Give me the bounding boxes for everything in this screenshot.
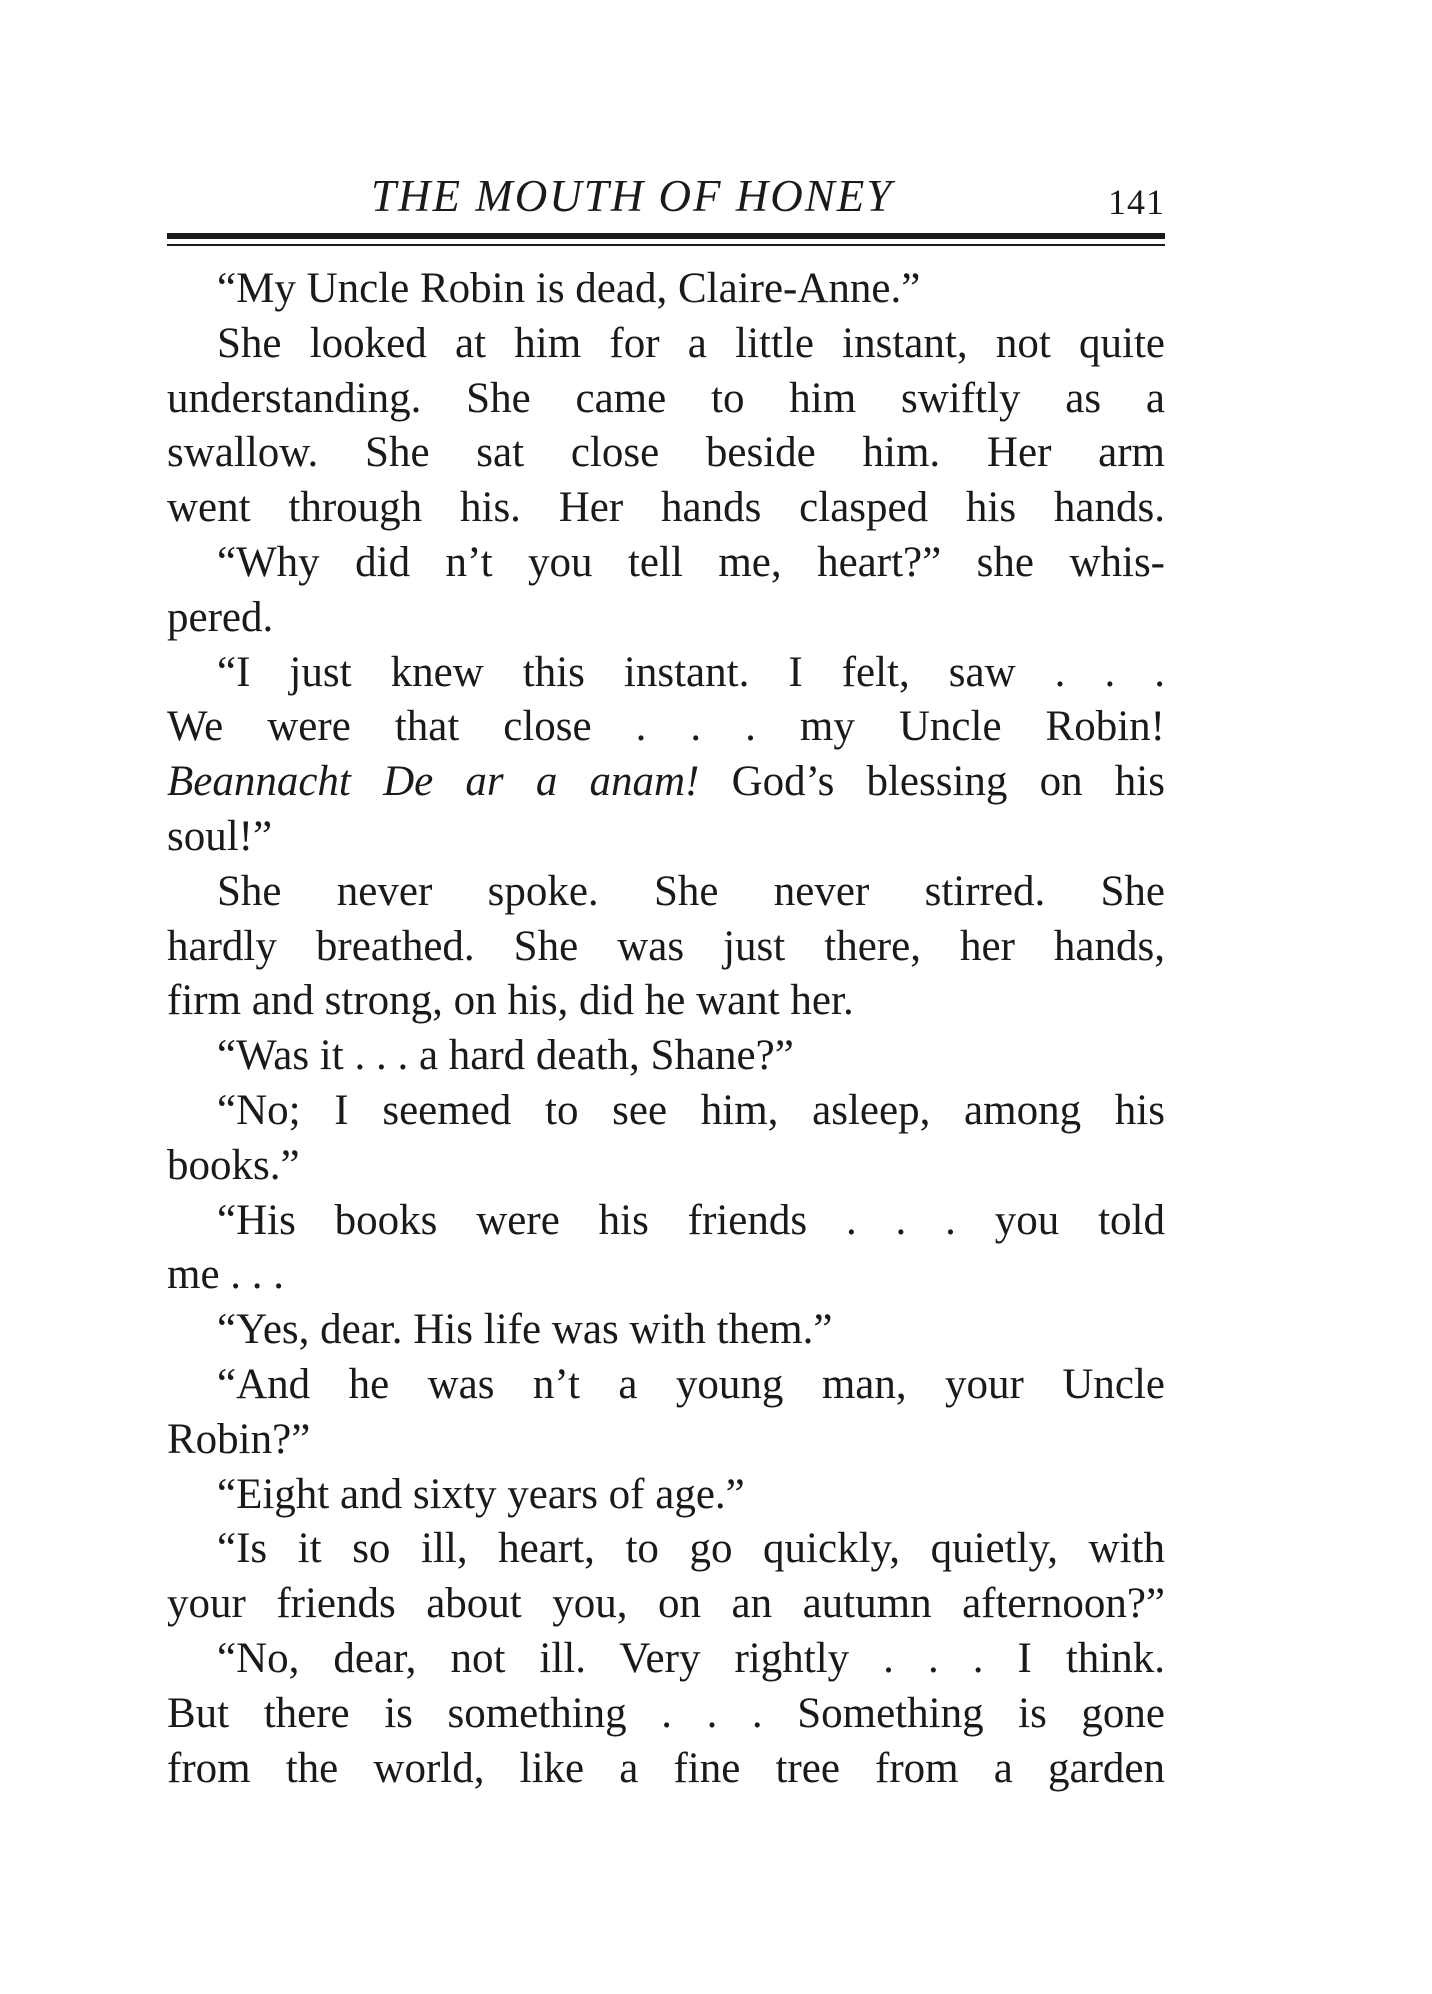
line-text: She never spoke. She never stirred. She: [217, 867, 1165, 915]
text-line: [167, 755, 1165, 810]
text-line: [167, 920, 1165, 975]
text-line: [167, 1084, 1165, 1139]
line-text: “Yes, dear. His life was with them.”: [217, 1306, 833, 1354]
line-text: “Eight and sixty years of age.”: [217, 1470, 745, 1518]
line-text: your friends about you, on an autumn afternoon?”: [167, 1580, 1165, 1628]
text-line: [167, 1358, 1165, 1413]
running-head-title: THE MOUTH OF HONEY: [371, 171, 894, 221]
text-line: [167, 646, 1165, 701]
text-line: [167, 1687, 1165, 1742]
page-number: 141: [1108, 182, 1165, 222]
line-text: swallow. She sat close beside him. Her arm: [167, 429, 1165, 477]
text-line: [167, 426, 1165, 481]
italic-phrase: Beannacht De ar a anam!: [167, 758, 700, 806]
line-text: “No; I seemed to see him, asleep, among his: [217, 1086, 1165, 1134]
text-line: [167, 1303, 1165, 1358]
header-rule-thick: [167, 233, 1165, 239]
header-rule-thin: [167, 244, 1165, 246]
text-line: [167, 1742, 1165, 1797]
text-line: [167, 1632, 1165, 1687]
text-line: [167, 1029, 1165, 1084]
line-text: “No, dear, not ill. Very rightly . . . I think.: [217, 1634, 1165, 1682]
text-line: [167, 974, 1165, 1029]
line-text: soul!”: [167, 812, 273, 860]
line-text: “I just knew this instant. I felt, saw . . .: [217, 648, 1165, 696]
text-line: [167, 372, 1165, 427]
line-text: “Why did n’t you tell me, heart?” she whis-: [217, 538, 1165, 586]
text-line: [167, 262, 1165, 317]
text-line: [167, 700, 1165, 755]
line-text: “Was it . . . a hard death, Shane?”: [217, 1032, 794, 1080]
text-line: [167, 1139, 1165, 1194]
text-line: [167, 481, 1165, 536]
running-head: [167, 166, 1165, 226]
line-text: God’s blessing on his: [731, 758, 1165, 806]
text-line: [167, 1248, 1165, 1303]
line-text: went through his. Her hands clasped his hands.: [167, 484, 1165, 532]
line-text: But there is something . . . Something is gone: [167, 1689, 1165, 1737]
line-text: firm and strong, on his, did he want her.: [167, 977, 854, 1025]
line-text: “His books were his friends . . . you told: [217, 1196, 1165, 1244]
text-line: [167, 536, 1165, 591]
body-text: [167, 262, 1165, 1796]
text-line: [167, 591, 1165, 646]
line-text: books.”: [167, 1141, 300, 1189]
line-text: “Is it so ill, heart, to go quickly, quietly, with: [217, 1525, 1165, 1573]
line-text: from the world, like a fine tree from a garden: [167, 1744, 1165, 1792]
text-line: [167, 1577, 1165, 1632]
text-line: [167, 317, 1165, 372]
line-text: She looked at him for a little instant, not quite: [217, 319, 1165, 367]
line-text: We were that close . . . my Uncle Robin!: [167, 703, 1165, 751]
text-line: [167, 810, 1165, 865]
text-line: [167, 1522, 1165, 1577]
line-text: pered.: [167, 593, 274, 641]
line-text: hardly breathed. She was just there, her hands,: [167, 922, 1165, 970]
text-line: [167, 1194, 1165, 1249]
text-line: [167, 1468, 1165, 1523]
text-line: [167, 865, 1165, 920]
text-line: [167, 1413, 1165, 1468]
line-text: understanding. She came to him swiftly as a: [167, 374, 1165, 422]
line-text: me . . .: [167, 1251, 285, 1299]
line-text: “And he was n’t a young man, your Uncle: [217, 1360, 1165, 1408]
line-text: “My Uncle Robin is dead, Claire-Anne.”: [217, 265, 921, 312]
line-text: Robin?”: [167, 1415, 311, 1463]
